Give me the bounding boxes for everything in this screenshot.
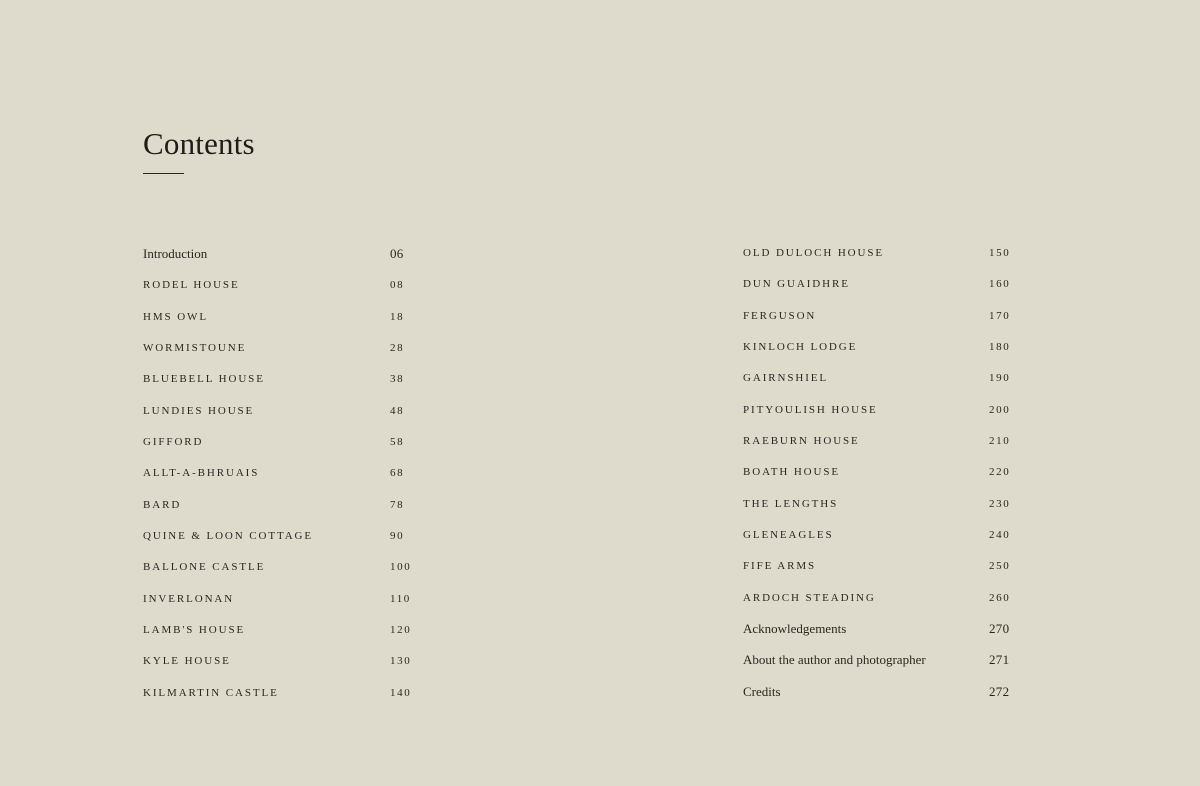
entry-title: About the author and photographer <box>743 652 926 668</box>
entry-title: FERGUSON <box>743 309 817 322</box>
entry-title: ARDOCH STEADING <box>743 591 876 604</box>
entry-page-number: 150 <box>989 247 1011 259</box>
entry-page-number: 190 <box>989 372 1011 385</box>
entry-title: LUNDIES HOUSE <box>143 404 255 417</box>
entry-title: RAEBURN HOUSE <box>743 435 860 448</box>
title-underline <box>143 173 184 174</box>
entry-title: INVERLONAN <box>143 592 235 605</box>
entry-page-number: 120 <box>390 624 412 637</box>
entry-page-number: 38 <box>390 373 405 386</box>
entry-title: PITYOULISH HOUSE <box>743 403 878 416</box>
entry-page-number: 250 <box>989 560 1011 573</box>
entry-title: HMS OWL <box>143 310 208 323</box>
entry-page-number: 210 <box>989 435 1011 448</box>
entry-page-number: 58 <box>390 436 405 449</box>
entry-page-number: 06 <box>390 246 404 261</box>
entry-title: QUINE & LOON COTTAGE <box>143 530 314 543</box>
entry-page-number: 260 <box>989 591 1011 604</box>
entry-title: GLENEAGLES <box>743 529 834 542</box>
entry-page-number: 90 <box>390 530 405 543</box>
entry-page-number: 272 <box>989 683 1010 699</box>
entry-page-number: 100 <box>390 561 412 574</box>
entry-page-number: 08 <box>390 279 405 292</box>
entry-title: KYLE HOUSE <box>143 655 231 668</box>
entry-title: OLD DULOCH HOUSE <box>743 247 885 259</box>
entry-title: BARD <box>143 498 182 511</box>
entry-page-number: 170 <box>989 309 1011 322</box>
entry-page-number: 230 <box>989 497 1011 510</box>
entry-page-number: 78 <box>390 498 405 511</box>
entry-title: Acknowledgements <box>743 621 847 637</box>
entry-title: GAIRNSHIEL <box>743 372 828 385</box>
entry-title: RODEL HOUSE <box>143 279 240 292</box>
entry-title: WORMISTOUNE <box>143 342 247 355</box>
entry-title: Credits <box>743 683 781 699</box>
entry-title: THE LENGTHS <box>743 497 839 510</box>
page-title: Contents <box>143 126 255 161</box>
entry-title: FIFE ARMS <box>743 560 817 573</box>
entry-title: GIFFORD <box>143 436 204 449</box>
entry-page-number: 140 <box>390 686 412 699</box>
entry-title: KINLOCH LODGE <box>743 341 858 354</box>
entry-title: BLUEBELL HOUSE <box>143 373 265 386</box>
entry-page-number: 130 <box>390 655 412 668</box>
entry-page-number: 270 <box>989 621 1010 637</box>
entry-page-number: 271 <box>989 652 1010 668</box>
entry-title: ALLT-A-BHRUAIS <box>143 467 260 480</box>
entry-page-number: 48 <box>390 404 405 417</box>
entry-page-number: 18 <box>390 310 405 323</box>
entry-page-number: 160 <box>989 278 1011 291</box>
entry-title: KILMARTIN CASTLE <box>143 686 279 699</box>
entry-title: BALLONE CASTLE <box>143 561 266 574</box>
entry-page-number: 180 <box>989 341 1011 354</box>
entry-title: DUN GUAIDHRE <box>743 278 850 291</box>
entry-page-number: 110 <box>390 592 411 605</box>
entry-title: LAMB'S HOUSE <box>143 624 246 637</box>
entry-page-number: 28 <box>390 342 405 355</box>
entry-page-number: 220 <box>989 466 1011 479</box>
entry-page-number: 200 <box>989 403 1011 416</box>
entry-page-number: 68 <box>390 467 405 480</box>
entry-title: Introduction <box>143 246 208 261</box>
entry-page-number: 240 <box>989 529 1011 542</box>
entry-title: BOATH HOUSE <box>743 466 840 479</box>
